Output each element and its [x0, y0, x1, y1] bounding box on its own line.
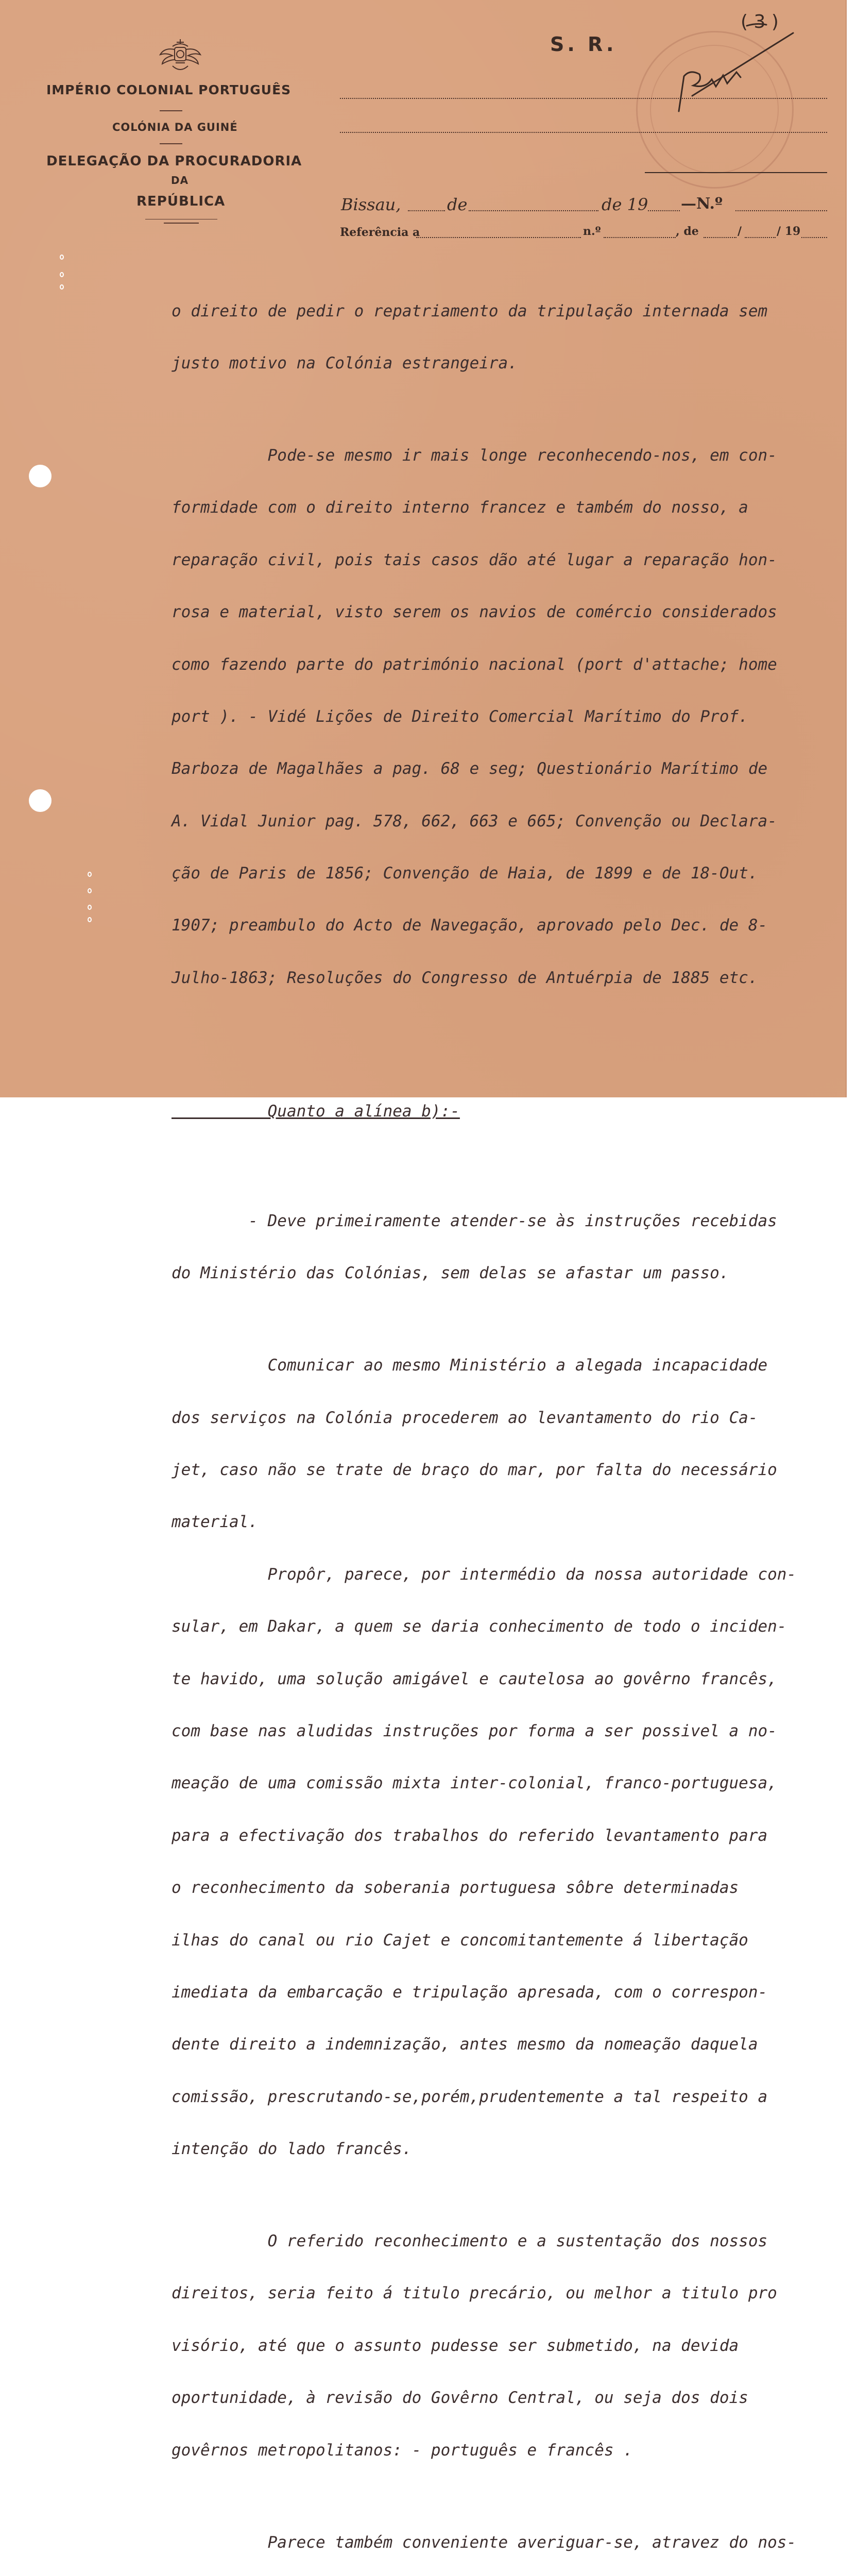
text-line: o direito de pedir o repatriamento da tripulação internada sem [172, 301, 768, 320]
text-line: govêrnos metropolitanos: - português e francês . [172, 2441, 633, 2460]
text-line: formidade com o direito interno francez e também do nosso, a [172, 498, 748, 517]
divider [160, 110, 182, 111]
staple-mark [88, 905, 92, 910]
divider [160, 143, 182, 144]
text-line: dos serviços na Colónia procederem ao levantamento do rio Ca- [172, 1408, 758, 1427]
staple-mark [88, 917, 92, 922]
form-numero: —N.º [681, 195, 723, 213]
form-de: de [447, 195, 468, 214]
page-number: ( 3 ) [741, 11, 779, 32]
text-line: Comunicar ao mesmo Ministério a alegada incapacidade [172, 1356, 768, 1375]
form-line [340, 132, 827, 133]
form-line [416, 237, 581, 238]
text-line: direitos, seria feito á titulo precário, ou melhor a titulo pro [172, 2284, 777, 2303]
text-line: Barboza de Magalhães a pag. 68 e seg; Questionário Marítimo de [172, 759, 768, 778]
text-line: meação de uma comissão mixta inter-colonial, franco-portuguesa, [172, 1774, 777, 1793]
form-city: Bissau, [341, 195, 401, 214]
form-line [408, 210, 445, 211]
form-n: n.º [583, 225, 601, 238]
text-line: port ). - Vidé Lições de Direito Comercial Marítimo do Prof. [172, 707, 748, 726]
text-line: dente direito a indemnização, antes mesmo da nomeação daquela [172, 2035, 758, 2054]
text-line: ilhas do canal ou rio Cajet e concomitantemente á libertação [172, 1930, 748, 1950]
text-line: sular, em Dakar, a quem se daria conhecimento de todo o inciden- [172, 1617, 787, 1636]
text-line: - Deve primeiramente atender-se às instruções recebidas [172, 1211, 777, 1230]
text-line: justo motivo na Colónia estrangeira. [172, 353, 518, 372]
text-line: Parece também conveniente averiguar-se, atravez do nos- [172, 2533, 797, 2552]
form-de-ref: , de [676, 225, 699, 238]
text-line: do Ministério das Colónias, sem delas se afastar um passo. [172, 1264, 729, 1283]
text-line: imediata da embarcação e tripulação apresada, com o correspon- [172, 1982, 768, 2002]
form-referencia: Referência a [340, 226, 420, 239]
form-line [704, 237, 736, 238]
staple-mark [60, 284, 64, 290]
text-line: 1907; preambulo do Acto de Navegação, aprovado pelo Dec. de 8- [172, 916, 768, 935]
text-line: O referido reconhecimento e a sustentação dos nossos [172, 2232, 768, 2251]
staple-mark [88, 872, 92, 877]
form-line [745, 237, 776, 238]
text-line: o reconhecimento da soberania portuguesa sôbre determinadas [172, 1878, 739, 1897]
section-heading: Quanto a alínea b):- [172, 1101, 460, 1121]
text-line: te havido, uma solução amigável e cautelosa ao govêrno francês, [172, 1669, 777, 1688]
punch-hole [29, 465, 52, 487]
form-slash-19: / 19 [777, 225, 801, 238]
staple-mark [60, 272, 64, 277]
text-line: material. [172, 1513, 258, 1532]
form-line [469, 210, 598, 211]
coat-of-arms-icon [157, 37, 203, 74]
header-sr: S. R. [550, 33, 617, 56]
text-line: comissão, prescrutando-se,porém,prudentemente a tal respeito a [172, 2087, 768, 2106]
text-line: reparação civil, pois tais casos dão até lugar a reparação hon- [172, 550, 777, 569]
staple-mark [88, 888, 92, 893]
header-empire: IMPÉRIO COLONIAL PORTUGUÊS [46, 82, 292, 97]
divider [164, 223, 199, 224]
text-line: Pode-se mesmo ir mais longe reconhecendo-nos, em con- [172, 446, 777, 465]
form-de-19: de 19 [602, 195, 648, 214]
text-line: ção de Paris de 1856; Convenção de Haia, de 1899 e de 18-Out. [172, 864, 758, 883]
letter-body [172, 268, 846, 2576]
header-colony: COLÓNIA DA GUINÉ [112, 121, 238, 133]
form-line [801, 237, 827, 238]
header-da: DA [171, 174, 189, 187]
text-line: Julho-1863; Resoluções do Congresso de Antuérpia de 1885 etc. [172, 968, 758, 987]
header-republic: REPÚBLICA [136, 194, 226, 209]
text-line: jet, caso não se trate de braço do mar, por falta do necessário [172, 1461, 777, 1479]
form-line [735, 210, 827, 211]
header-delegation: DELEGAÇÃO DA PROCURADORIA [46, 154, 302, 169]
text-line: oportunidade, à revisão do Govêrno Central, ou seja dos dois [172, 2388, 748, 2408]
text-line: como fazendo parte do património nacional (port d'attache; home [172, 655, 777, 674]
text-line: visório, até que o assunto pudesse ser submetido, na devida [172, 2336, 739, 2355]
text-line: com base nas aludidas instruções por forma a ser possivel a no- [172, 1721, 777, 1740]
form-line [604, 237, 676, 238]
text-line: Propôr, parece, por intermédio da nossa autoridade con- [172, 1565, 797, 1584]
text-line: A. Vidal Junior pag. 578, 662, 663 e 665; Convenção ou Declara- [172, 811, 777, 831]
text-line: rosa e material, visto serem os navios de comércio considerados [172, 603, 777, 622]
form-line [648, 210, 680, 211]
form-slash: / [738, 225, 742, 238]
punch-hole [29, 789, 52, 812]
handwritten-signature [670, 21, 803, 124]
text-line: intenção do lado francês. [172, 2140, 412, 2159]
text-line: para a efectivação dos trabalhos do referido levantamento para [172, 1826, 768, 1845]
form-line [645, 172, 827, 173]
staple-mark [60, 255, 64, 260]
